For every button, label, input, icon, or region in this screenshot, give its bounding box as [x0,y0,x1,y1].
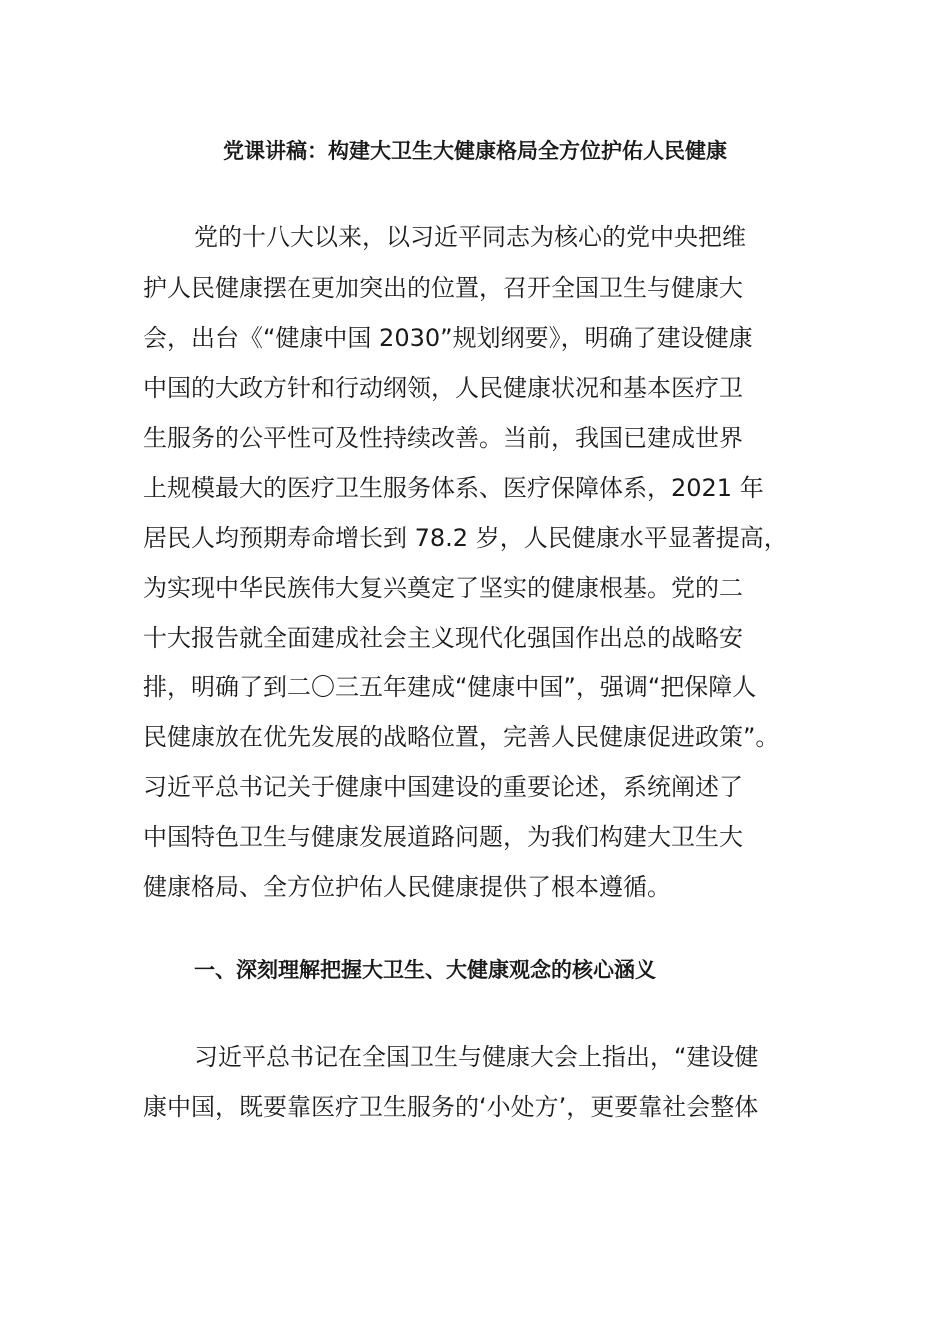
document-title: 党课讲稿：构建大卫生大健康格局全方位护佑人民健康 [223,139,727,163]
paragraph-line: 会，出台《“健康中国 2030”规划纲要》，明确了建设健康 [143,324,753,352]
paragraph-line: 十大报告就全面建成社会主义现代化强国作出总的战略安 [143,624,743,652]
paragraph-line: 康中国，既要靠医疗卫生服务的‘小处方’，更要靠社会整体 [143,1093,759,1121]
paragraph-line: 为实现中华民族伟大复兴奠定了坚实的健康根基。党的二 [143,574,743,602]
paragraph-line: 民健康放在优先发展的战略位置，完善人民健康促进政策”。 [143,723,780,751]
paragraph-line: 中国的大政方针和行动纲领，人民健康状况和基本医疗卫 [143,374,743,402]
paragraph-line: 上规模最大的医疗卫生服务体系、医疗保障体系，2021 年 [143,474,764,502]
paragraph-line: 习近平总书记关于健康中国建设的重要论述，系统阐述了 [143,773,743,801]
paragraph-line: 党的十八大以来，以习近平同志为核心的党中央把维 [194,223,746,251]
paragraph-line: 习近平总书记在全国卫生与健康大会上指出，“建设健 [194,1043,759,1071]
section-heading: 一、深刻理解把握大卫生、大健康观念的核心涵义 [194,958,656,982]
paragraph-line: 居民人均预期寿命增长到 78.2 岁，人民健康水平显著提高， [143,524,788,552]
paragraph-line: 排，明确了到二〇三五年建成“健康中国”，强调“把保障人 [143,673,757,701]
paragraph-line: 健康格局、全方位护佑人民健康提供了根本遵循。 [143,873,671,901]
paragraph-line: 护人民健康摆在更加突出的位置，召开全国卫生与健康大 [143,274,743,302]
paragraph-line: 生服务的公平性可及性持续改善。当前，我国已建成世界 [143,424,743,452]
paragraph-line: 中国特色卫生与健康发展道路问题，为我们构建大卫生大 [143,823,743,851]
